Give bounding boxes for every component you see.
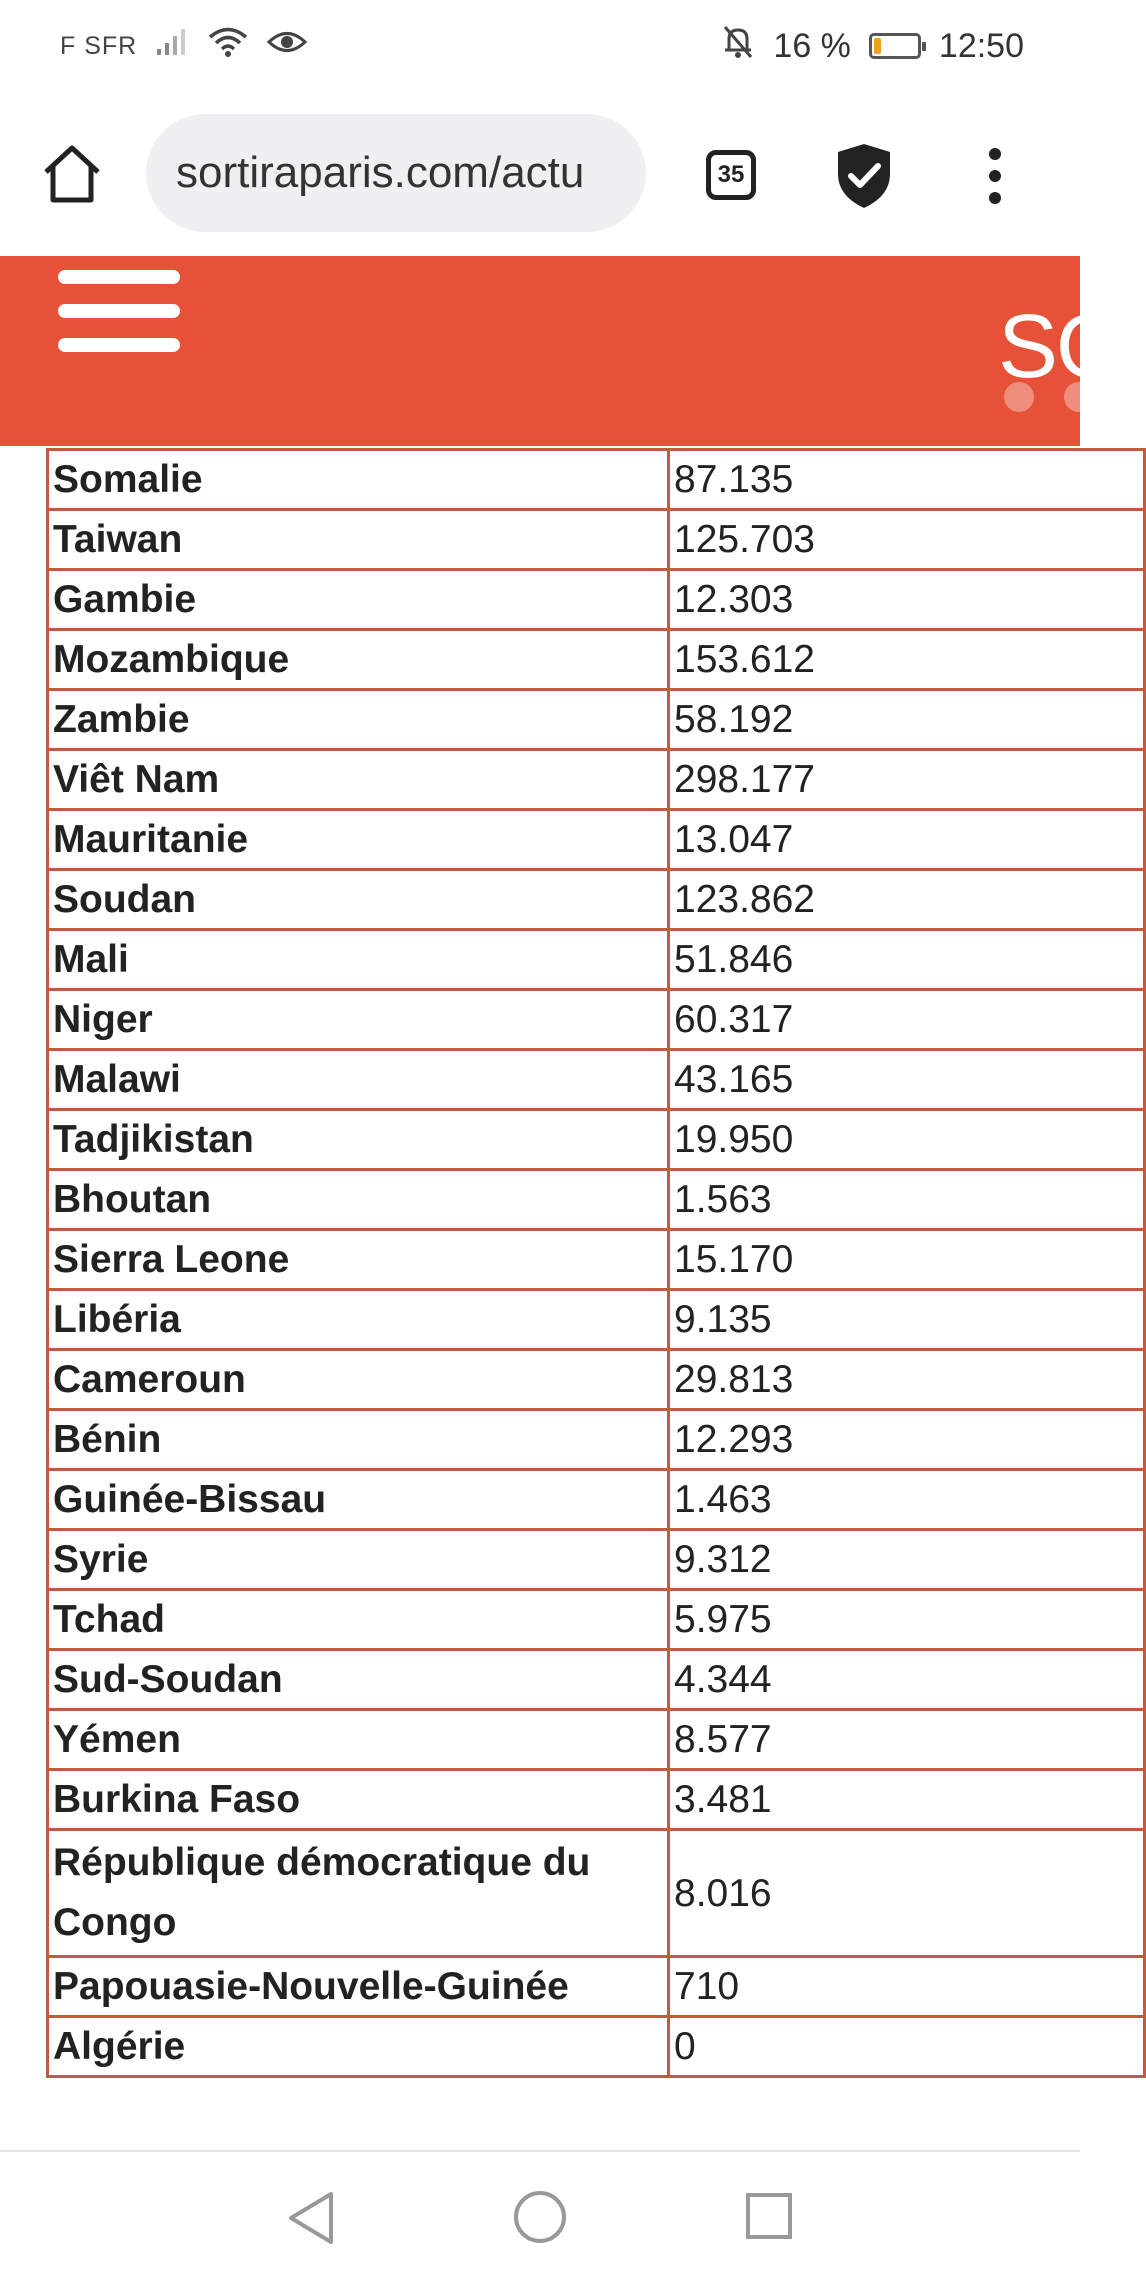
value-cell: 12.303 — [669, 570, 1145, 630]
table-row — [48, 510, 1145, 570]
value-cell: 60.317 — [669, 990, 1145, 1050]
table-row — [48, 570, 1145, 630]
value-cell: 43.165 — [669, 1050, 1145, 1110]
recents-square-icon[interactable] — [745, 2192, 793, 2240]
table-row — [48, 1110, 1145, 1170]
table-row — [48, 1170, 1145, 1230]
table-body — [48, 450, 1145, 2077]
value-cell: 1.463 — [669, 1470, 1145, 1530]
country-cell: Yémen — [48, 1710, 669, 1770]
bell-off-icon — [721, 24, 755, 68]
country-cell: Soudan — [48, 870, 669, 930]
country-cell: Taiwan — [48, 510, 669, 570]
table-row — [48, 750, 1145, 810]
value-cell: 1.563 — [669, 1170, 1145, 1230]
table-row — [48, 690, 1145, 750]
battery-percent: 16 % — [773, 26, 851, 65]
table-row — [48, 1830, 1145, 1957]
table-row — [48, 1050, 1145, 1110]
battery-icon — [869, 33, 921, 59]
country-table — [46, 448, 1146, 2078]
wifi-icon — [207, 26, 249, 66]
table-row — [48, 870, 1145, 930]
table-row — [48, 630, 1145, 690]
table-row — [48, 1650, 1145, 1710]
country-cell: Mali — [48, 930, 669, 990]
country-cell: Mozambique — [48, 630, 669, 690]
country-cell: Malawi — [48, 1050, 669, 1110]
logo-dot — [1004, 382, 1034, 412]
country-cell: Mauritanie — [48, 810, 669, 870]
country-cell: Sud-Soudan — [48, 1650, 669, 1710]
clock: 12:50 — [938, 26, 1024, 65]
value-cell: 29.813 — [669, 1350, 1145, 1410]
navigation-bar — [0, 2150, 1080, 2280]
url-text: sortiraparis.com/actu — [176, 148, 585, 197]
value-cell: 5.975 — [669, 1590, 1145, 1650]
tab-count: 35 — [717, 161, 745, 188]
country-cell: Bénin — [48, 1410, 669, 1470]
country-cell: Papouasie-Nouvelle-Guinée — [48, 1957, 669, 2017]
value-cell: 9.312 — [669, 1530, 1145, 1590]
signal-icon — [155, 27, 189, 65]
table-container[interactable] — [46, 446, 1080, 2150]
value-cell: 153.612 — [669, 630, 1145, 690]
site-logo[interactable]: SO — [998, 297, 1125, 397]
country-cell: Tchad — [48, 1590, 669, 1650]
value-cell: 8.577 — [669, 1710, 1145, 1770]
table-row — [48, 930, 1145, 990]
battery-fill — [874, 38, 881, 54]
status-bar — [0, 0, 1080, 92]
table-row — [48, 2017, 1145, 2077]
country-cell: Cameroun — [48, 1350, 669, 1410]
country-cell: Bhoutan — [48, 1170, 669, 1230]
country-cell: Libéria — [48, 1290, 669, 1350]
status-right — [721, 24, 1024, 68]
home-circle-icon[interactable] — [513, 2190, 567, 2244]
table-row — [48, 1957, 1145, 2017]
value-cell: 3.481 — [669, 1770, 1145, 1830]
shield-check-icon[interactable] — [834, 142, 894, 210]
browser-toolbar — [0, 92, 1080, 256]
country-cell: Sierra Leone — [48, 1230, 669, 1290]
country-cell: Syrie — [48, 1530, 669, 1590]
table-row — [48, 1290, 1145, 1350]
table-row — [48, 450, 1145, 510]
more-vertical-icon[interactable] — [980, 146, 1010, 206]
value-cell: 0 — [669, 2017, 1145, 2077]
value-cell: 9.135 — [669, 1290, 1145, 1350]
value-cell: 58.192 — [669, 690, 1145, 750]
country-cell: Viêt Nam — [48, 750, 669, 810]
country-cell: Niger — [48, 990, 669, 1050]
value-cell: 8.016 — [669, 1830, 1145, 1957]
table-row — [48, 990, 1145, 1050]
eye-icon — [267, 27, 307, 65]
url-bar[interactable] — [146, 114, 646, 232]
table-row — [48, 1230, 1145, 1290]
carrier-name: F SFR — [60, 31, 138, 60]
logo-dot — [1064, 382, 1094, 412]
value-cell: 298.177 — [669, 750, 1145, 810]
table-row — [48, 1350, 1145, 1410]
country-cell: Zambie — [48, 690, 669, 750]
home-icon[interactable] — [40, 142, 104, 206]
site-header — [0, 256, 1125, 446]
status-left — [60, 26, 307, 66]
value-cell: 87.135 — [669, 450, 1145, 510]
table-row — [48, 1710, 1145, 1770]
table-row — [48, 1590, 1145, 1650]
country-cell: Algérie — [48, 2017, 669, 2077]
value-cell: 12.293 — [669, 1410, 1145, 1470]
value-cell: 51.846 — [669, 930, 1145, 990]
back-triangle-icon[interactable] — [285, 2190, 337, 2246]
table-row — [48, 810, 1145, 870]
value-cell: 125.703 — [669, 510, 1145, 570]
country-cell: République démocratique du Congo — [48, 1830, 669, 1957]
table-row — [48, 1530, 1145, 1590]
country-cell: Gambie — [48, 570, 669, 630]
country-cell: Guinée-Bissau — [48, 1470, 669, 1530]
value-cell: 13.047 — [669, 810, 1145, 870]
value-cell: 15.170 — [669, 1230, 1145, 1290]
country-cell: Somalie — [48, 450, 669, 510]
value-cell: 710 — [669, 1957, 1145, 2017]
tab-switcher-button[interactable] — [706, 150, 756, 200]
table-row — [48, 1770, 1145, 1830]
value-cell: 19.950 — [669, 1110, 1145, 1170]
country-cell: Tadjikistan — [48, 1110, 669, 1170]
table-row — [48, 1410, 1145, 1470]
value-cell: 4.344 — [669, 1650, 1145, 1710]
value-cell: 123.862 — [669, 870, 1145, 930]
hamburger-menu-icon[interactable] — [58, 264, 180, 374]
country-cell: Burkina Faso — [48, 1770, 669, 1830]
table-row — [48, 1470, 1145, 1530]
